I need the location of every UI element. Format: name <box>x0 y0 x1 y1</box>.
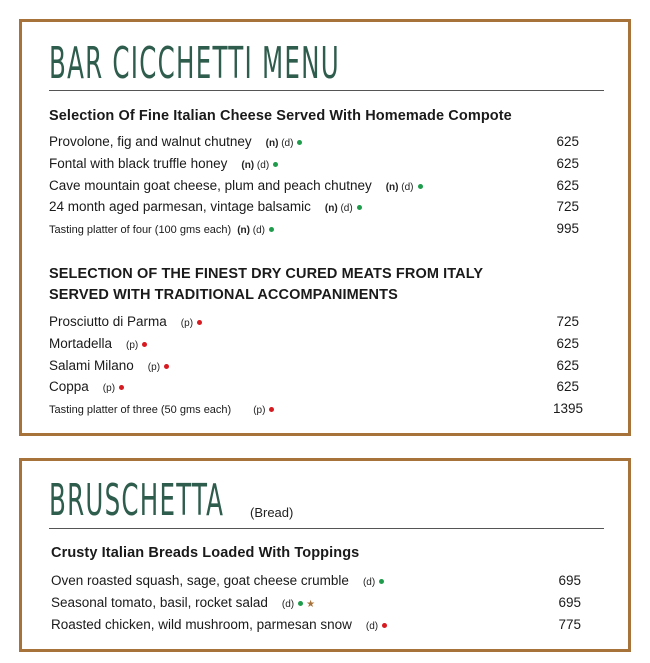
menu-item <box>49 401 583 421</box>
menu-item <box>49 199 579 219</box>
item-price: 695 <box>558 573 581 588</box>
item-price: 1395 <box>552 401 583 416</box>
menu-item <box>49 358 579 378</box>
item-name: Tasting platter of four (100 gms each) <box>49 224 232 236</box>
item-tags <box>282 599 315 610</box>
nut-tag: (n) <box>265 138 279 149</box>
item-name: 24 month aged parmesan, vintage balsamic <box>49 199 311 214</box>
dairy-tag: (d) <box>281 599 295 610</box>
veg-dot-icon <box>357 205 362 210</box>
item-tags <box>253 405 274 416</box>
item-tags <box>237 225 274 236</box>
item-tags <box>181 318 202 329</box>
nonveg-dot-icon <box>197 320 202 325</box>
veg-dot-icon <box>273 162 278 167</box>
menu-title: BAR CICCHETTI MENU <box>49 38 340 89</box>
item-tags <box>386 182 423 193</box>
item-price: 625 <box>556 178 579 193</box>
menu-item <box>49 314 579 334</box>
meats-section-heading-line1: SELECTION OF THE FINEST DRY CURED MEATS FROM ITALY <box>49 266 484 282</box>
item-price: 695 <box>558 595 581 610</box>
item-name: Cave mountain goat cheese, plum and peach chutney <box>49 178 372 193</box>
veg-dot-icon <box>298 601 303 606</box>
menu-item <box>49 156 579 176</box>
veg-dot-icon <box>418 184 423 189</box>
item-tags <box>148 362 169 373</box>
nut-tag: (n) <box>237 225 250 236</box>
item-price: 725 <box>556 199 579 214</box>
item-price: 995 <box>556 221 579 236</box>
item-name: Roasted chicken, wild mushroom, parmesan snow <box>51 617 352 632</box>
dairy-tag: (d) <box>252 225 266 236</box>
item-name: Salami Milano <box>49 358 134 373</box>
item-name: Tasting platter of three (50 gms each) <box>49 404 232 416</box>
pork-tag: (p) <box>126 340 139 351</box>
item-price: 725 <box>556 314 579 329</box>
nonveg-dot-icon <box>164 364 169 369</box>
item-price: 625 <box>556 358 579 373</box>
item-name: Prosciutto di Parma <box>49 314 167 329</box>
item-tags <box>126 340 147 351</box>
pork-tag: (p) <box>102 383 116 394</box>
menu-item <box>49 221 579 241</box>
dairy-tag: (d) <box>256 160 270 171</box>
item-tags <box>241 160 278 171</box>
item-tags <box>363 577 384 588</box>
bar-cicchetti-menu-card <box>19 19 631 436</box>
item-price: 625 <box>556 336 579 351</box>
item-price: 625 <box>556 379 579 394</box>
menu-item <box>49 178 579 198</box>
title-divider <box>49 528 604 529</box>
item-name: Fontal with black truffle honey <box>49 156 228 171</box>
nut-tag: (n) <box>385 182 399 193</box>
meats-section-heading-line2: SERVED WITH TRADITIONAL ACCOMPANIMENTS <box>49 287 398 303</box>
menu-item <box>49 379 579 399</box>
dairy-tag: (d) <box>281 138 294 149</box>
dairy-tag: (d) <box>340 203 353 214</box>
title-divider <box>49 90 604 91</box>
bruschetta-section-heading: Crusty Italian Breads Loaded With Toppings <box>51 545 360 561</box>
nonveg-dot-icon <box>119 385 124 390</box>
item-price: 625 <box>556 134 579 149</box>
item-price: 775 <box>558 617 581 632</box>
item-price: 625 <box>556 156 579 171</box>
bruschetta-menu-card <box>19 458 631 652</box>
dairy-tag: (d) <box>365 621 379 632</box>
item-name: Seasonal tomato, basil, rocket salad <box>51 595 268 610</box>
item-tags <box>366 621 387 632</box>
dairy-tag: (d) <box>401 182 414 193</box>
menu-title: BRUSCHETTA <box>49 475 225 526</box>
menu-subtitle: (Bread) <box>250 505 294 520</box>
nonveg-dot-icon <box>269 407 274 412</box>
item-tags <box>266 138 303 149</box>
nut-tag: (n) <box>324 203 338 214</box>
item-tags <box>325 203 362 214</box>
item-name: Provolone, fig and walnut chutney <box>49 134 252 149</box>
nonveg-dot-icon <box>142 342 147 347</box>
item-name: Coppa <box>49 379 89 394</box>
pork-tag: (p) <box>253 405 266 416</box>
menu-item <box>51 573 581 593</box>
veg-dot-icon <box>269 227 274 232</box>
menu-item <box>51 617 581 637</box>
menu-item <box>49 134 579 154</box>
menu-item <box>49 336 579 356</box>
nut-tag: (n) <box>241 160 255 171</box>
cheese-section-heading: Selection Of Fine Italian Cheese Served With Homemade Compote <box>49 108 512 124</box>
menu-item <box>51 595 581 615</box>
item-name: Mortadella <box>49 336 113 351</box>
veg-dot-icon <box>297 140 302 145</box>
dairy-tag: (d) <box>362 577 376 588</box>
item-tags <box>103 383 124 394</box>
pork-tag: (p) <box>147 362 161 373</box>
nonveg-dot-icon <box>382 623 387 628</box>
pork-tag: (p) <box>180 318 194 329</box>
chef-special-star-icon: ★ <box>306 599 316 610</box>
item-name: Oven roasted squash, sage, goat cheese crumble <box>51 573 349 588</box>
veg-dot-icon <box>379 579 384 584</box>
